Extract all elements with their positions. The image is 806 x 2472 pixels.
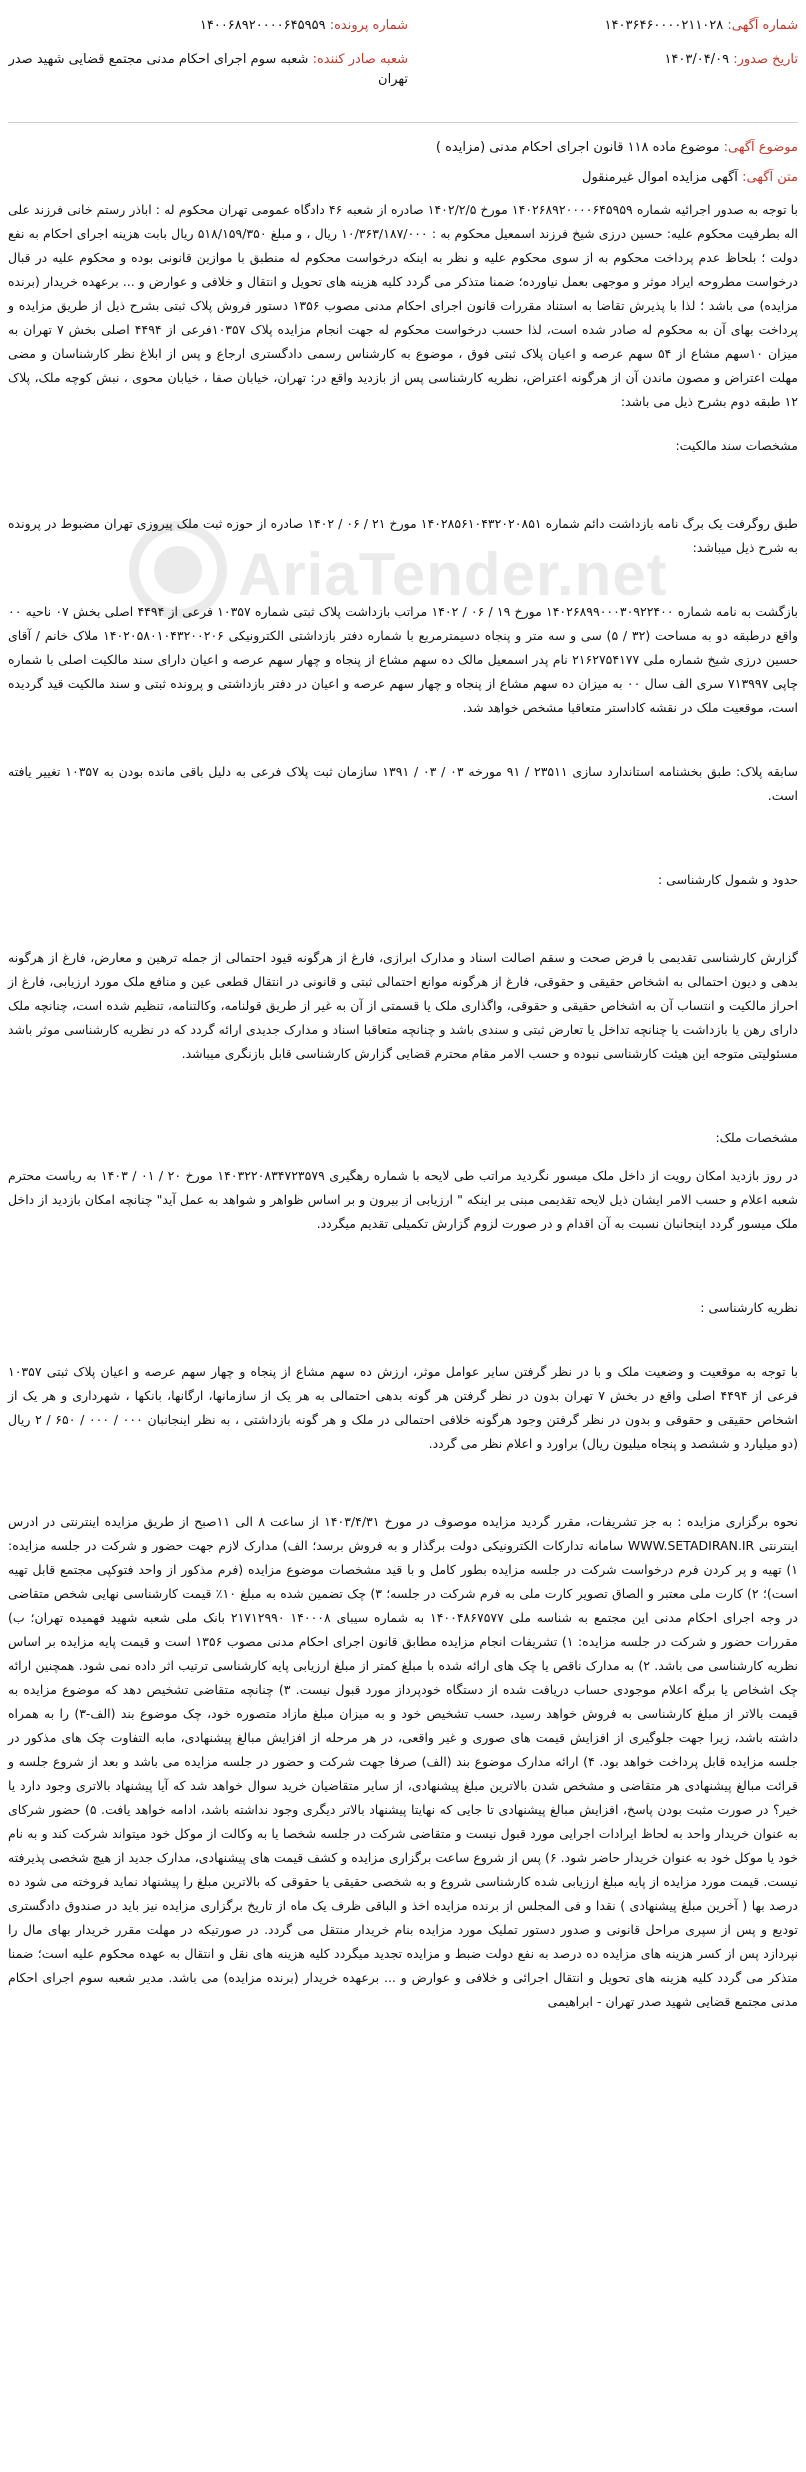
scope-paragraph: گزارش کارشناسی تقدیمی با فرض صحت و سقم اصالت اسناد و مدارک ابرازی، فارغ از هرگونه قیود احتمالی از جمله ترهین و معارض، فارغ از هرگونه بدهی و دیون احتمالی به اشخاص حقیقی و حقوقی، فارغ از هرگونه موانع احتمالی ثبتی و قانونی در انتقال قطعی عین و منافع ملک مورد ارزیابی، فارغ از احراز مالکیت و انتساب آن به اشخاص حقیقی و حقوقی، واگذاری ملک یا قسمتی از آن به غیر از طریق قولنامه، وکالتنامه، تنظیم شده است، چنانچه ملک دارای رهن یا بازداشت یا چنانچه تداخل یا تعارض ثبتی و سندی باشد و چنانچه متعاقبا اسناد و مدارک جدیدی ارائه گردد که در نظریه کارشناسی موثر باشد مسئولیتی متوجه این هیئت کارشناسی نبوده و حسب الامر مقام محترم قضایی گزارش کارشناسی قابل بازنگری میباشد. <box>8 950 798 1061</box>
opinion-paragraph: با توجه به موقعیت و وضعیت ملک و با در نظر گرفتن سایر عوامل موثر، ارزش ده سهم مشاع از پنجاه و چهار سهم عرصه و اعیان پلاک ثبتی ۱۰۳۵۷ فرعی از ۴۴۹۴ اصلی واقع در بخش ۷ تهران بدون در نظر گرفتن هر گونه بدهی احتمالی به هر یک از سازمانها، ارگانها، بانکها ، شهرداری و هر یک از اشخاص حقیقی و حقوقی و بدون در نظر گرفتن وجود هرگونه خلافی احتمالی در ملک و هر گونه بازداشتی ، به نظر اینجانبان ۰۰۰ / ۰۰۰ / ۶۵۰ / ۲ ریال (دو میلیارد و ششصد و پنجاه میلیون ریال) براورد و اعلام نظر می گردد. <box>8 1364 798 1451</box>
ad-number-value: ۱۴۰۳۶۴۶۰۰۰۰۲۱۱۰۲۸ <box>604 18 724 33</box>
deed-paragraph-1: طبق روگرفت یک برگ نامه بازداشت دائم شماره ۱۴۰۲۸۵۶۱۰۴۳۲۰۲۰۸۵۱ مورخ ۲۱ / ۰۶ / ۱۴۰۲ صادره از حوزه ثبت ملک پیروزی تهران مضبوط در پرونده به شرح ذیل میباشد: <box>8 516 799 555</box>
intro-paragraph: با توجه به صدور اجرائیه شماره ۱۴۰۲۶۸۹۲۰۰۰۰۶۴۵۹۵۹ مورخ ۱۴۰۲/۲/۵ صادره از شعبه ۴۶ دادگاه عمومی تهران محکوم له : اباذر رستم خانی فرزند علی اله بطرفیت محکوم علیه: حسین درزی شیخ فرزند اسمعیل محکوم به : ۱۰/۳۶۳/۱۸۷/۰۰۰ ریال ، و مبلغ ۵۱۸/۱۵۹/۳۵۰ ریال بابت هزینه اجرای احکام به نفع دولت ؛ بلحاظ عدم پرداخت محکوم به از سوی محکوم علیه و نظر به اینکه درخواست محکوم له منطبق با موازین قانونی بوده و محکوم علیه در قبال درخواست مطروحه ایراد موثر و موجهی بعمل نیاورده؛ ضمنا متذکر می گردد کلیه هزینه های تحویل و انتقال و خلافی و عوارض و ... برعهده خریدار (برنده مزایده) می باشد ؛ لذا با پذیرش تقاضا به استناد مقررات قانون اجرای احکام مدنی مصوب ۱۳۵۶ دستور فروش پلاک ثبتی بشرح ذیل از طریق مزایده و پرداخت بهای آن به محکوم له صادر شده است، لذا حسب درخواست محکوم له جهت انجام مزایده پلاک ۱۰۳۵۷فرعی از ۴۴۹۴ اصلی بخش ۷ تهران به میزان ۱۰سهم مشاع از ۵۴ سهم عرصه و اعیان پلاک ثبتی فوق ، موضوع به کارشناس رسمی دادگستری ارجاع و پس از ابلاغ نظر کارشناسان و مضی مهلت اعتراض و مصون ماندن آن از هرگونه اعتراض، نظریه کارشناسی پس از بازدید واقع در: تهران، خیابان صفا ، خیابان محوی ، نبش کوچه ملک، پلاک ۱۲ طبقه دوم بشرح ذیل می باشد: <box>8 202 799 409</box>
issue-date-field <box>418 50 798 70</box>
ad-number-field <box>418 16 798 36</box>
ad-number-label: شماره آگهی: <box>727 18 798 33</box>
auction-terms-paragraph: نحوه برگزاری مزایده : به جز تشریفات، مقرر گردید مزایده موصوف در مورخ ۱۴۰۳/۴/۳۱ از ساعت ۸ الی ۱۱صبح از طریق مزایده اینترنتی در ادرس اینترنتی WWW.SETADIRAN.IR سامانه تدارکات الکترونیکی دولت برگذار و به فروش برسد؛ الف) مدارک لازم جهت حضور و شرکت در جلسه مزایده: ۱) تهیه و پر کردن فرم درخواست شرکت در جلسه مزایده بطور کامل و با قید مشخصات موضوع مزایده (فرم مذکور از واحد فتوکپی مجتمع قابل تهیه است)؛ ۲) کارت ملی معتبر و الصاق تصویر کارت ملی به فرم شرکت در جلسه؛ ۳) چک تضمین شده به مبلغ ۱۰٪ قیمت کارشناسی نهایی شخص متقاضی در وجه اجرای احکام مدنی این مجتمع به شناسه ملی ۱۴۰۰۴۸۶۷۵۷۷ به شماره سیبای ۱۴۰۰۰۸ ۲۱۷۱۲۹۹۰ بانک ملی شعبه شهید فهمیده تهران؛ ب) مقررات حضور و شرکت در جلسه مزایده: ۱) تشریفات انجام مزایده مطابق قانون اجرای احکام مدنی مصوب ۱۳۵۶ است و قیمت پایه مزایده بر اساس نظریه کارشناسی می باشد. ۲) به مدارک ناقص یا چک های ارائه شده با مبلغ کمتر از مبلغ ارزیابی پایه کارشناسی ترتیب اثر داده نمی شود. همچنین ارائه چک اشخاص یا برگه اعلام موجودی حساب دریافت شده از دستگاه خودپرداز مورد قبول نیست. ۳) چنانچه متقاضی تشخیص دهد که موضوع مزایده به قیمت بالاتر از مبلغ کارشناسی به فروش خواهد رسید، حسب تشخیص خود و به میزان مبلغ مازاد متصوره خود، چک موضوع بند (الف-۳) را به همراه داشته باشد، زیرا جهت جلوگیری از افزایش قیمت های صوری و غیر واقعی، در هر مرحله از افزایش مبالغ پیشنهادی، مابه التفاوت چک های مذکور در جلسه مزایده قابل پرداخت خواهد بود. ۴) ارائه مدارک موضوع بند (الف) صرفا جهت شرکت و حضور در جلسه مزایده می باشد و بعد از شروع جلسه و قرائت مبالغ پیشنهادی هر متقاضی و مشخص شدن بالاترین مبلغ پیشنهادی، از سایر متقاضیان خرید سوال خواهد شد که آیا پیشنهاد بالاتری وجود دارد یا خیر؟ در صورت مثبت بودن پاسخ، افزایش مبالغ پیشنهادی تا جایی که نهایتا پیشنهاد بالاتر دیگری وجود نداشته باشد، ادامه خواهد یافت. ۵) حضور شرکای به عنوان خریدار واحد به لحاظ ایرادات اجرایی مورد قبول نیست و متقاضی شرکت در جلسه شخصا یا به وکالت از موکل خود میتواند شرکت کند و به نام خود یا موکل خود به عنوان خریدار حاضر شود. ۶) پس از شروع ساعت برگزاری مزایده و کشف قیمت های پیشنهادی، مدارک جدید از هیچ شخصی پذیرفته نیست. قیمت مورد مزایده از پایه مبلغ ارزیابی شده کارشناسی شروع و به شخصی حقیقی یا حقوقی که بالاترین مبلغ را پیشنهاد نماید فروخته می شود ده درصد بها ( آخرین مبلغ پیشنهادی ) نقدا و فی المجلس از برنده مزایده اخذ و الباقی ظرف یک ماه از تاریخ برگزاری مزایده نیز باید در صندوق دادگستری تودیع و پس از سپری مراحل قانونی و صدور دستور تملیک مورد مزایده بنام خریدار منتقل می گردد. در صورتیکه در مهلت مقرر خریدار بهای مال را نپردازد پس از کسر هزینه های مزایده ده درصد به نفع دولت ضبط و مزایده تجدید میگردد کلیه هزینه های نقل و انتقال به عهده محکوم علیه است؛ ضمنا متذکر می گردد کلیه هزینه های تحویل و انتقال اجرائی و خلافی و عوارض و ... برعهده خریدار (برنده مزایده) می باشد. مدیر شعبه سوم اجرای احکام مدنی مجتمع قضایی شهید صدر تهران - ابراهیمی <box>8 1514 798 2009</box>
deed-paragraph-2: بازگشت به نامه شماره ۱۴۰۲۶۸۹۹۰۰۰۳۰۹۲۲۴۰۰ مورخ ۱۹ / ۰۶ / ۱۴۰۲ مراتب بازداشت پلاک ثبتی شماره ۱۰۳۵۷ فرعی از ۴۴۹۴ اصلی بخش ۰۷ ناحیه ۰۰ واقع درطبقه دو به مساحت (۳۲ / ۵) سی و سه متر و پنجاه دسیمترمربع با شماره دفتر بازداشتی الکترونیکی ۱۴۰۲۰۵۸۰۱۰۴۳۲۰۰۲۰۶ ملاک خانم / آقای حسین درزی شیخ شماره ملی ۲۱۶۲۷۵۴۱۷۷ نام پدر اسمعیل مالک ده سهم مشاع از پنجاه و چهار سهم عرصه و اعیان دارای سند مالکیت اصلی با شماره چاپی ۷۱۳۹۹۷ سری الف سال ۰۰ به میزان ده سهم مشاع از پنجاه و چهار سهم عرصه و اعیان در دفتر بازداشتی و پرونده ثبتی و سند مالکیت قید گردیده است، موقعیت ملک در نقشه کاداستر متعاقبا مشخص خواهد شد. <box>8 604 798 715</box>
case-number-field <box>8 16 408 36</box>
opinion-section-title: نظریه کارشناسی : <box>700 1300 798 1315</box>
property-paragraph: در روز بازدید امکان رویت از داخل ملک میسور نگردید مراتب طی لایحه با شماره رهگیری ۱۴۰۳۲۲۰۸۳۴۷۲۳۵۷۹ مورخ ۲۰ / ۰۱ / ۱۴۰۳ به ریاست محترم شعبه اعلام و حسب الامر ایشان ذیل لایحه تقدیمی مبنی بر اینکه " ارزیابی از بیرون و بر اساس ظواهر و شواهد به عمل آید" چنانچه امکان بازدید از داخل ملک میسور گردد اینجانبان نسبت به آن اقدام و در صورت لزوم گزارش تکمیلی تقدیم میگردد. <box>8 1168 798 1231</box>
issue-date-label: تاریخ صدور: <box>733 52 798 67</box>
document-page <box>8 0 798 2472</box>
plate-history-paragraph: سابقه پلاک: طبق بخشنامه استاندارد سازی ۲۳۵۱۱ / ۹۱ مورخه ۰۳ / ۰۳ / ۱۳۹۱ سازمان ثبت پلاک فرعی به دلیل باقی مانده بودن به ۱۰۳۵۷ تغییر یافته است. <box>8 764 798 803</box>
issuing-branch-value: شعبه سوم اجرای احکام مدنی مجتمع قضایی شهید صدر تهران <box>8 52 408 87</box>
ad-title: آگهی مزایده اموال غیرمنقول <box>582 170 738 185</box>
subject-label: موضوع آگهی: <box>723 140 798 155</box>
ad-subject <box>8 138 798 158</box>
ad-text-heading <box>8 168 798 188</box>
subject-value: موضوع ماده ۱۱۸ قانون اجرای احکام مدنی (مزایده ) <box>435 140 720 155</box>
issuing-branch-label: شعبه صادر کننده: <box>312 52 408 67</box>
issuing-branch-field <box>8 50 408 90</box>
ad-body <box>8 198 798 2028</box>
watermark-text: AriaTender.net <box>238 541 668 608</box>
case-number-label: شماره پرونده: <box>329 18 408 33</box>
case-number-value: ۱۴۰۰۶۸۹۲۰۰۰۰۶۴۵۹۵۹ <box>199 18 326 33</box>
deed-section-title: مشخصات سند مالکیت: <box>675 438 798 453</box>
ad-text-label: متن آگهی: <box>742 170 798 185</box>
scope-section-title: حدود و شمول کارشناسی : <box>657 872 798 887</box>
issue-date-value: ۱۴۰۳/۰۴/۰۹ <box>664 52 730 67</box>
header-divider <box>8 122 798 123</box>
property-section-title: مشخصات ملک: <box>715 1130 798 1145</box>
ad-header <box>8 10 798 120</box>
